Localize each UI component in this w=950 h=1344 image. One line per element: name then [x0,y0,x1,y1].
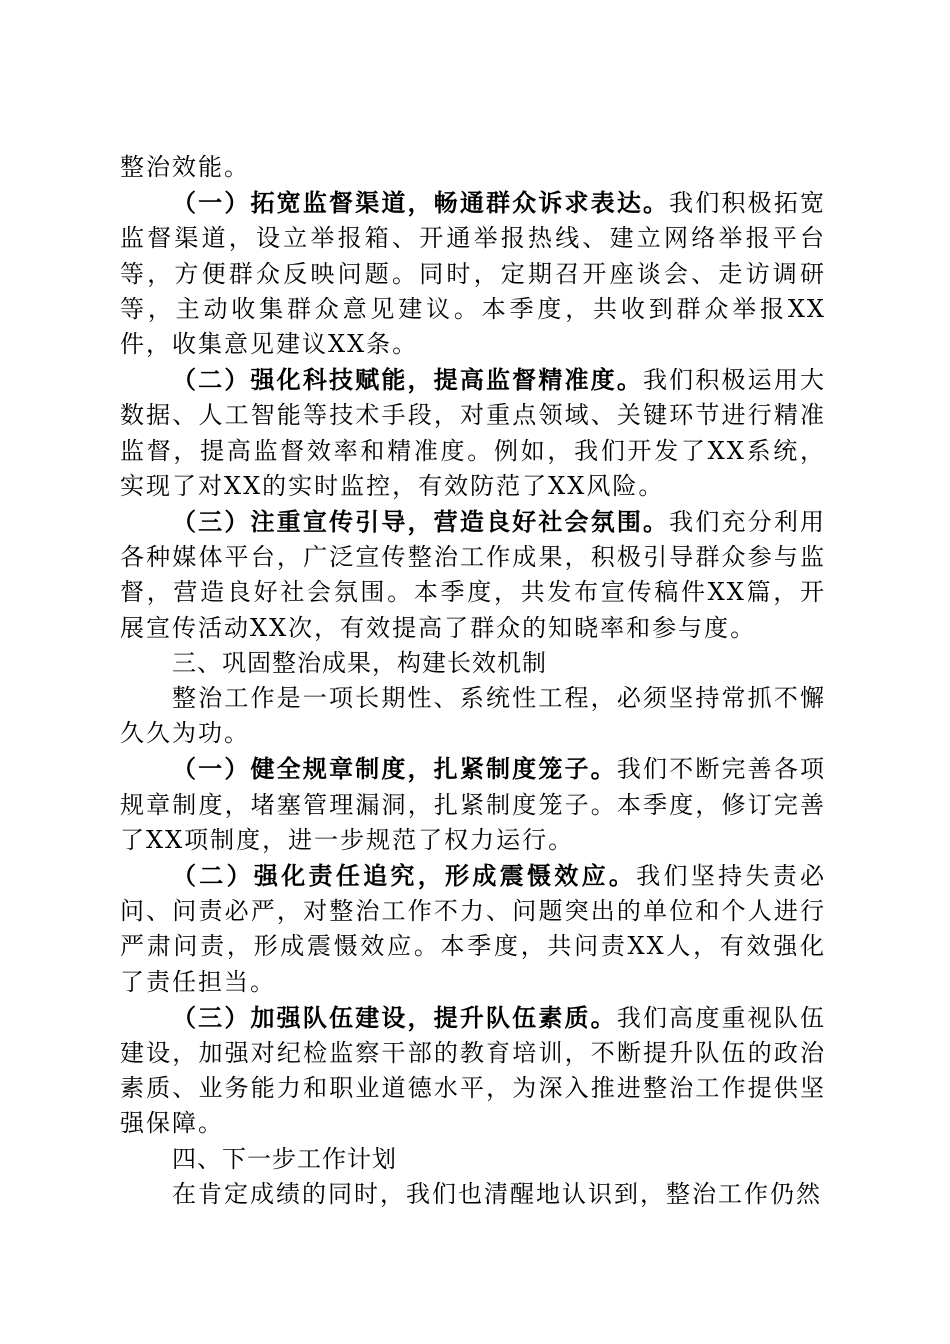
paragraph-regulations [120,751,826,858]
body-broaden-channels: 我们积极拓宽监督渠道，设立举报箱、开通举报热线、建立网络举报平台等，方便群众反映问题。同时，定期召开座谈会、走访调研等，主动收集群众意见建议。本季度，共收到群众举报XX件，收集意见建议XX条。 [120,189,827,359]
subheading-tech-empowerment: （二）强化科技赋能，提高监督精准度。 [172,365,643,395]
body-accountability: 我们坚持失责必问、问责必严，对整治工作不力、问题突出的单位和个人进行严肃问责，形成震慑效应。本季度，共问责XX人，有效强化了责任担当。 [120,862,827,996]
section-heading-next-plan: 四、下一步工作计划 [172,1144,397,1173]
paragraph-broaden-channels [120,185,826,362]
body-tech-empowerment: 我们积极运用大数据、人工智能等技术手段，对重点领域、关键环节进行精准监督，提高监督效率和精准度。例如，我们开发了XX系统，实现了对XX的实时监控，有效防范了XX风险。 [120,366,826,500]
document-page [120,150,826,1212]
paragraph-accountability [120,858,826,1000]
body-regulations: 我们不断完善各项规章制度，堵塞管理漏洞，扎紧制度笼子。本季度，修订完善了XX项制度，进一步规范了权力运行。 [120,755,827,854]
body-publicity: 我们充分利用各种媒体平台，广泛宣传整治工作成果，积极引导群众参与监督，营造良好社会氛围。本季度，共发布宣传稿件XX篇，开展宣传活动XX次，有效提高了群众的知晓率和参与度。 [120,508,827,642]
section-heading-consolidate: 三、巩固整治成果，构建长效机制 [172,648,547,677]
subheading-team-building: （三）加强队伍建设，提升队伍素质。 [172,1002,617,1032]
subheading-publicity: （三）注重宣传引导，营造良好社会氛围。 [172,507,670,537]
paragraph-next-plan-intro: 在肯定成绩的同时，我们也清醒地认识到，整治工作仍然 [172,1179,822,1208]
subheading-regulations: （一）健全规章制度，扎紧制度笼子。 [172,754,617,784]
paragraph-continuation: 整治效能。 [120,153,250,181]
paragraph-team-building [120,1000,826,1142]
body-team-building: 我们高度重视队伍建设，加强对纪检监察干部的教育培训，不断提升队伍的政治素质、业务能力和职业道德水平，为深入推进整治工作提供坚强保障。 [120,1003,827,1138]
subheading-broaden-channels: （一）拓宽监督渠道，畅通群众诉求表达。 [172,188,670,218]
paragraph-tech-empowerment [120,362,826,504]
paragraph-long-term-intro: 整治工作是一项长期性、系统性工程，必须坚持常抓不懈久久为功。 [120,684,826,748]
subheading-accountability: （二）强化责任追究，形成震慑效应。 [172,861,637,891]
paragraph-publicity [120,504,826,646]
